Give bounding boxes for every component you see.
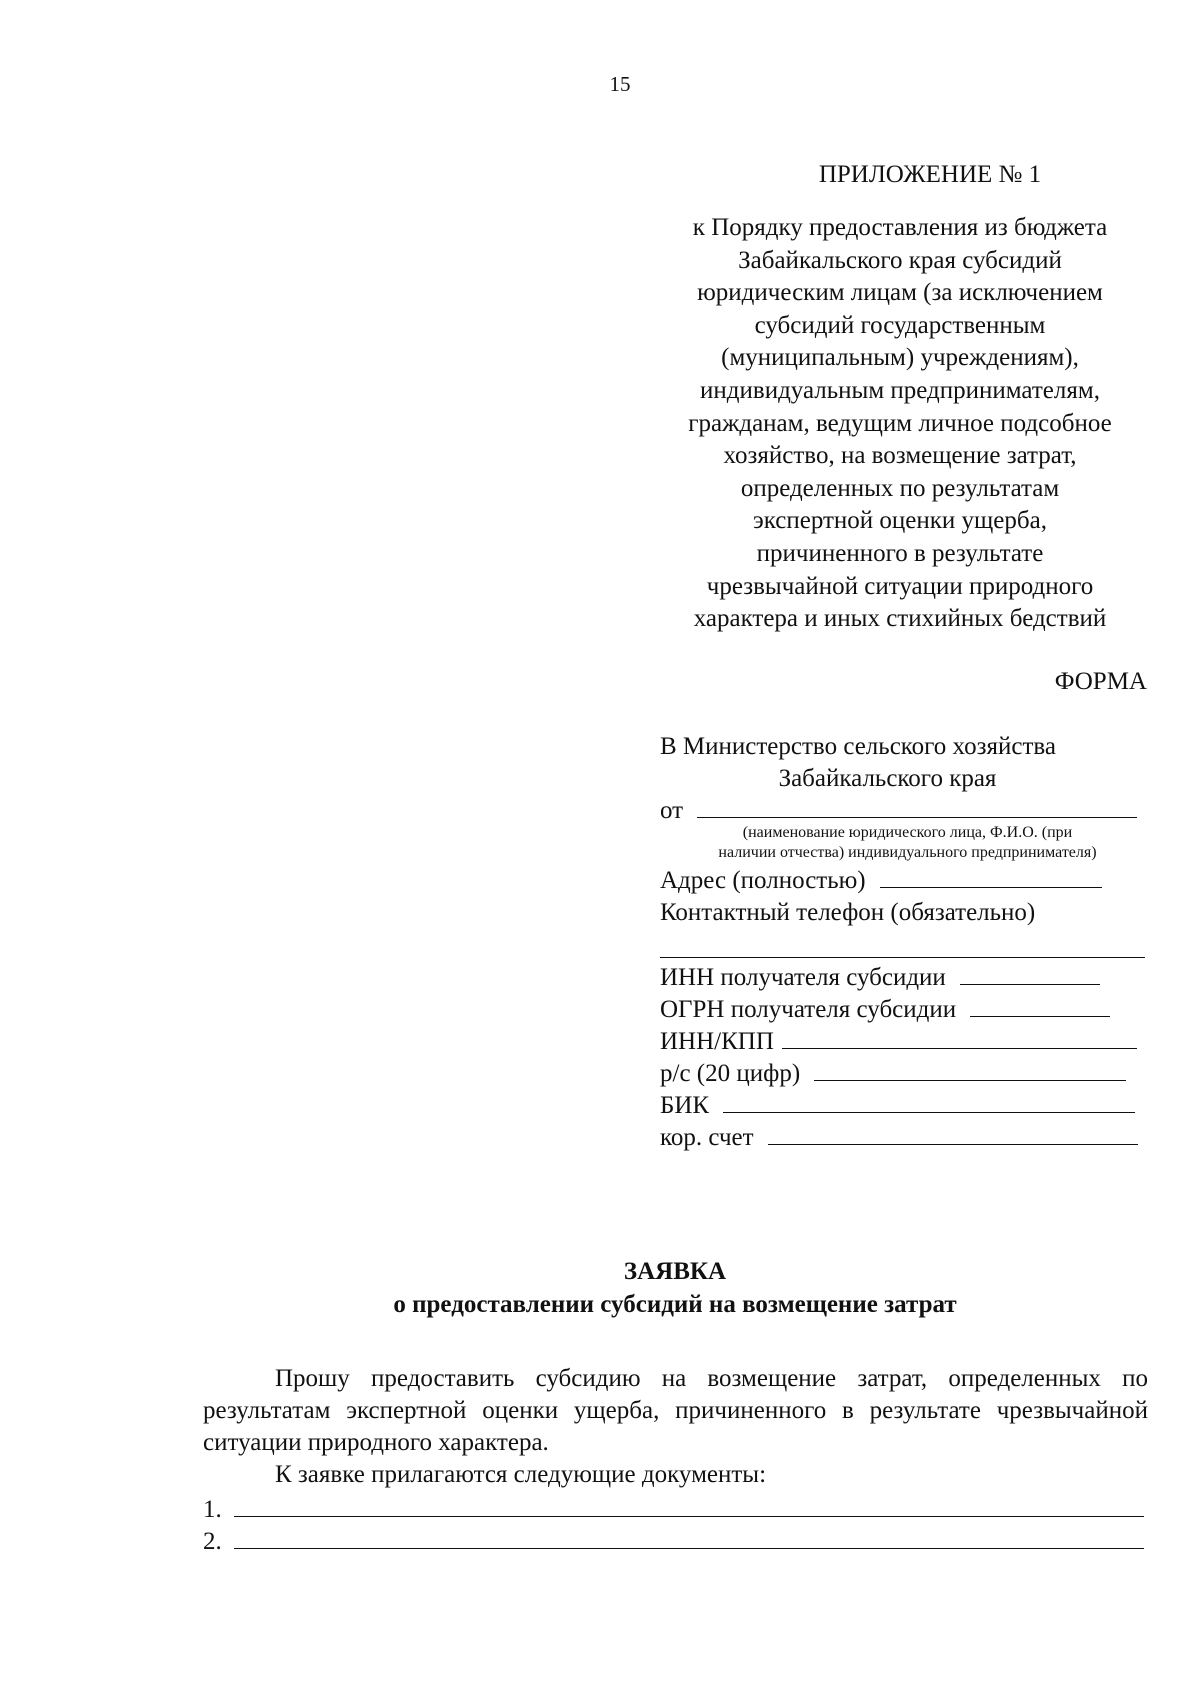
ogrn-field[interactable] bbox=[970, 994, 1110, 1017]
corr-account-field[interactable] bbox=[768, 1122, 1138, 1145]
appendix-line: (муниципальным) учреждениям), bbox=[721, 344, 1079, 372]
document-title: ЗАЯВКА bbox=[623, 1258, 727, 1285]
inn-kpp-field[interactable] bbox=[782, 1026, 1137, 1049]
appendix-line: экспертной оценки ущерба, bbox=[753, 507, 1047, 535]
appendix-line: гражданам, ведущим личное подсобное bbox=[688, 409, 1112, 437]
bik-label: БИК bbox=[660, 1092, 710, 1119]
attachment-number: 1. bbox=[203, 1496, 222, 1523]
account-field[interactable] bbox=[814, 1058, 1126, 1081]
account-label: р/с (20 цифр) bbox=[660, 1060, 801, 1087]
from-label: от bbox=[660, 797, 684, 824]
attachment-item bbox=[203, 1494, 1148, 1526]
attachments-intro: К заявке прилагаются следующие документы: bbox=[275, 1461, 767, 1488]
inn-kpp-label: ИНН/КПП bbox=[660, 1028, 774, 1055]
appendix-line: индивидуальным предпринимателям, bbox=[700, 376, 1100, 404]
recipient-ministry: В Министерство сельского хозяйства bbox=[660, 733, 1056, 760]
corr-account-label: кор. счет bbox=[660, 1124, 754, 1151]
address-label: Адрес (полностью) bbox=[660, 867, 866, 894]
appendix-line: определенных по результатам bbox=[740, 474, 1060, 502]
inn-kpp-row bbox=[660, 1026, 1155, 1058]
page-number: 15 bbox=[609, 72, 631, 96]
address-row bbox=[660, 865, 1155, 897]
inn-row bbox=[660, 962, 1155, 994]
appendix-title: ПРИЛОЖЕНИЕ № 1 bbox=[818, 161, 1042, 188]
appendix-line: хозяйство, на возмещение затрат, bbox=[723, 442, 1077, 470]
bik-field[interactable] bbox=[723, 1090, 1135, 1113]
phone-field[interactable] bbox=[660, 929, 1145, 958]
appendix-line: к Порядку предоставления из бюджета bbox=[692, 214, 1108, 241]
request-paragraph: Прошу предоставить субсидию на возмещение затрат, определенных по результатам экспертной оценки ущерба, причиненного в результате чрезвычайной ситуации природного характера. bbox=[203, 1365, 1148, 1456]
appendix-line: чрезвычайной ситуации природного bbox=[706, 572, 1094, 600]
inn-field[interactable] bbox=[960, 962, 1100, 985]
phone-label: Контактный телефон (обязательно) bbox=[660, 899, 1036, 926]
recipient-region: Забайкальского края bbox=[778, 765, 997, 792]
appendix-line: юридическим лицам (за исключением bbox=[697, 279, 1103, 307]
document-subtitle: о предоставлении субсидий на возмещение затрат bbox=[393, 1291, 957, 1318]
attachment-number: 2. bbox=[203, 1528, 222, 1555]
caption-line: наличии отчества) индивидуального предпринимателя) bbox=[718, 844, 1097, 861]
from-field[interactable] bbox=[697, 795, 1137, 818]
appendix-line: субсидий государственным bbox=[754, 311, 1046, 339]
form-label: ФОРМА bbox=[1054, 668, 1147, 695]
appendix-line: характера и иных стихийных бедствий bbox=[693, 605, 1107, 633]
attachment-item bbox=[203, 1526, 1148, 1558]
account-row bbox=[660, 1058, 1155, 1090]
attachment-field[interactable] bbox=[234, 1494, 1144, 1517]
recipient-block bbox=[660, 731, 1155, 1154]
attachment-field[interactable] bbox=[234, 1526, 1144, 1549]
appendix-line: причиненного в результате bbox=[756, 539, 1044, 567]
ogrn-row bbox=[660, 994, 1155, 1026]
ogrn-label: ОГРН получателя субсидии bbox=[660, 996, 957, 1023]
from-caption bbox=[660, 823, 1155, 863]
phone-row bbox=[660, 897, 1155, 929]
body-text bbox=[203, 1363, 1148, 1491]
appendix-block bbox=[650, 160, 1150, 636]
bik-row bbox=[660, 1090, 1155, 1122]
inn-label: ИНН получателя субсидии bbox=[660, 964, 946, 991]
address-field[interactable] bbox=[880, 865, 1102, 888]
attachments-list bbox=[203, 1494, 1148, 1558]
caption-line: (наименование юридического лица, Ф.И.О. (при bbox=[742, 824, 1073, 841]
appendix-body bbox=[650, 212, 1150, 636]
appendix-line: Забайкальского края субсидий bbox=[738, 246, 1062, 274]
corr-account-row bbox=[660, 1122, 1155, 1154]
